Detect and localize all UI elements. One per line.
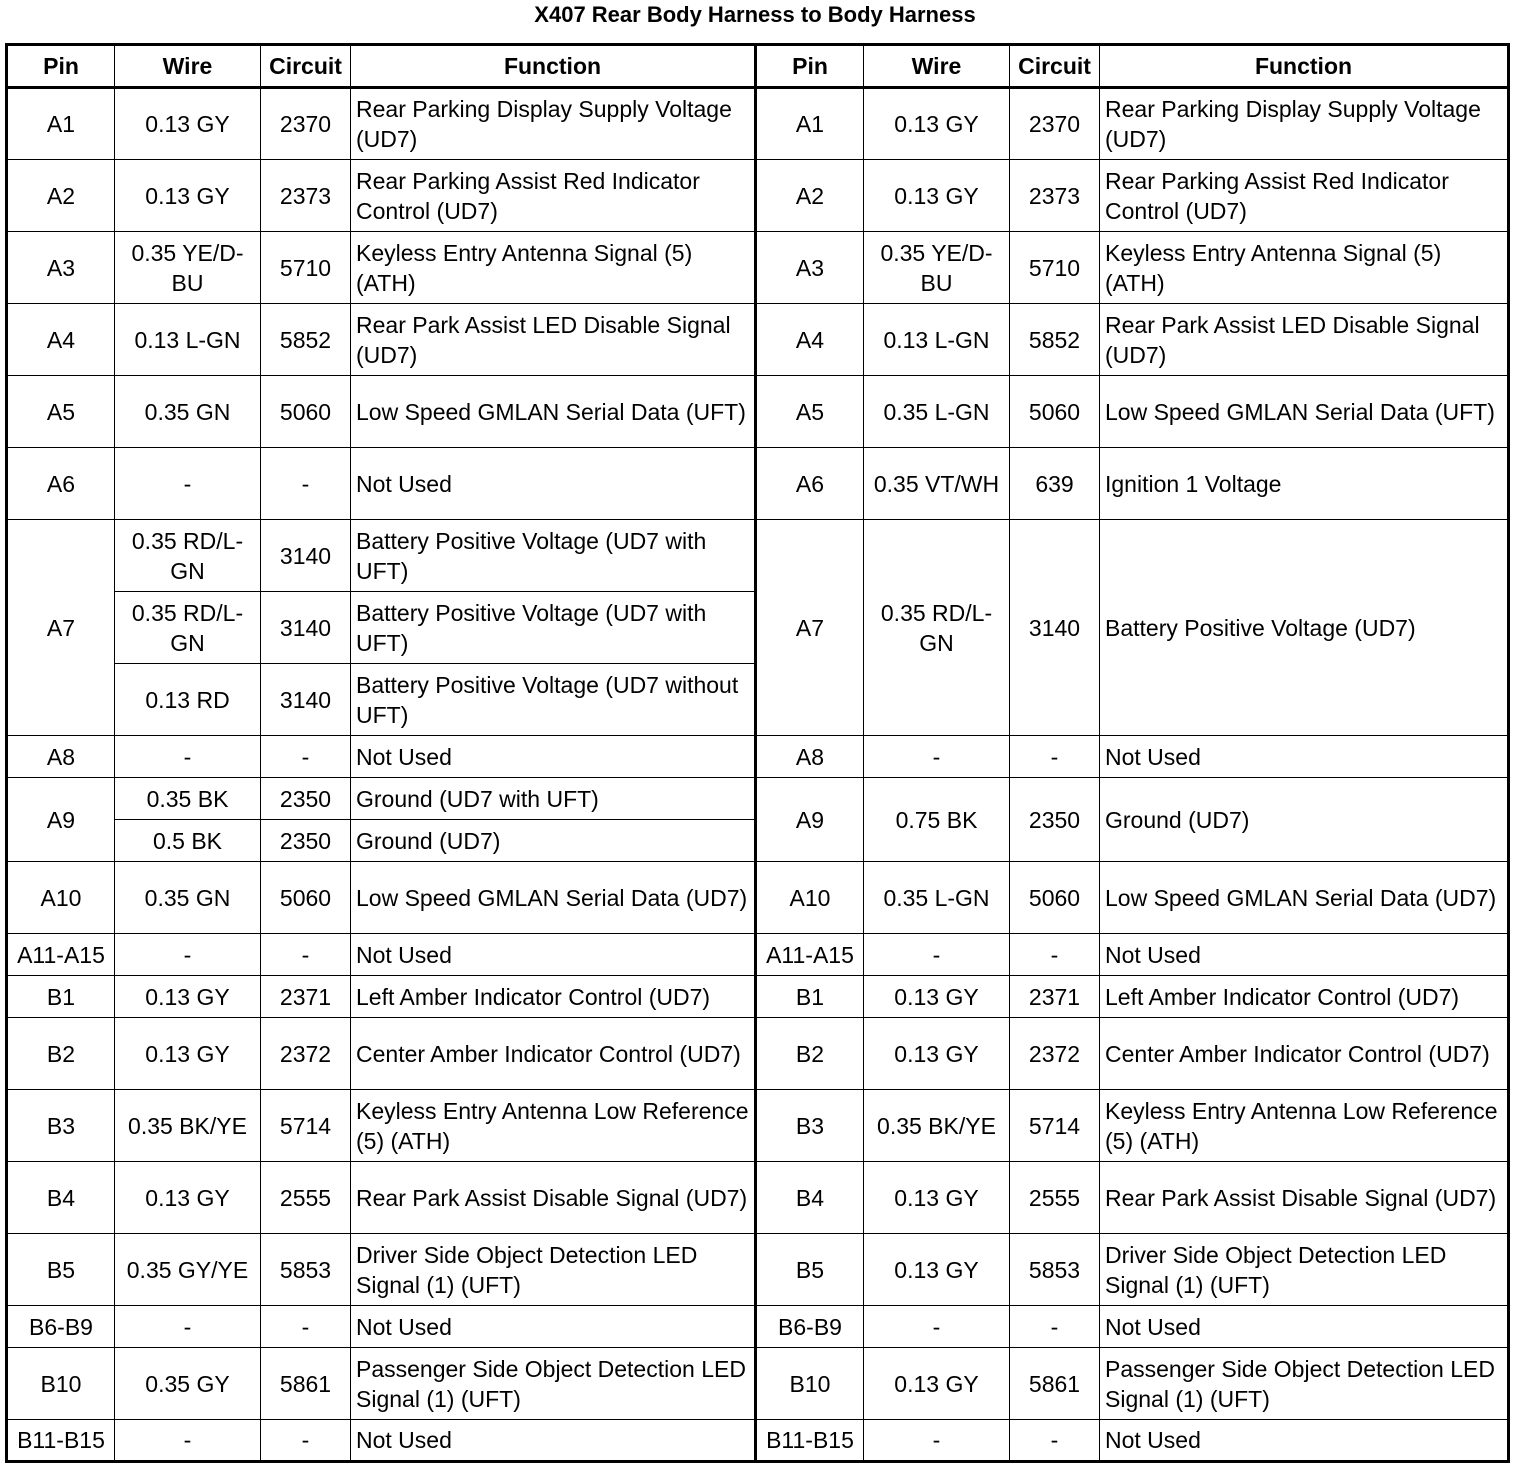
function-cell: Not Used xyxy=(351,934,756,976)
table-row xyxy=(7,232,1509,304)
circuit-cell: 2371 xyxy=(1010,976,1100,1018)
function-cell: Center Amber Indicator Control (UD7) xyxy=(1100,1018,1509,1090)
pin-cell: A4 xyxy=(756,304,864,376)
function-cell: Rear Park Assist Disable Signal (UD7) xyxy=(1100,1162,1509,1234)
table-row xyxy=(7,1420,1509,1462)
circuit-cell: 2555 xyxy=(261,1162,351,1234)
header-function-left: Function xyxy=(351,45,756,88)
circuit-cell: 2371 xyxy=(261,976,351,1018)
wire-cell: 0.35 YE/D-BU xyxy=(864,232,1010,304)
header-row xyxy=(7,45,1509,88)
wire-cell: 0.13 GY xyxy=(864,976,1010,1018)
wire-cell: - xyxy=(864,1306,1010,1348)
pin-cell: A3 xyxy=(7,232,115,304)
wire-cell: 0.35 L-GN xyxy=(864,862,1010,934)
circuit-cell: - xyxy=(261,934,351,976)
table-row xyxy=(7,1306,1509,1348)
function-cell: Keyless Entry Antenna Signal (5) (ATH) xyxy=(1100,232,1509,304)
circuit-cell: 5060 xyxy=(1010,376,1100,448)
function-cell: Rear Park Assist LED Disable Signal (UD7) xyxy=(1100,304,1509,376)
table-row xyxy=(7,160,1509,232)
circuit-cell: 2370 xyxy=(261,88,351,160)
circuit-cell: - xyxy=(1010,1420,1100,1462)
function-cell: Ground (UD7) xyxy=(1100,778,1509,862)
circuit-cell: 5853 xyxy=(261,1234,351,1306)
pin-cell: A9 xyxy=(756,778,864,862)
header-circuit-left: Circuit xyxy=(261,45,351,88)
circuit-cell: 2350 xyxy=(261,820,351,862)
pin-cell: B6-B9 xyxy=(756,1306,864,1348)
pin-cell: A2 xyxy=(7,160,115,232)
function-cell: Left Amber Indicator Control (UD7) xyxy=(1100,976,1509,1018)
wire-cell: 0.13 GY xyxy=(115,88,261,160)
circuit-cell: 639 xyxy=(1010,448,1100,520)
circuit-cell: - xyxy=(261,1306,351,1348)
pin-cell: A8 xyxy=(756,736,864,778)
function-cell: Not Used xyxy=(1100,1420,1509,1462)
wire-cell: 0.13 L-GN xyxy=(864,304,1010,376)
function-cell: Rear Parking Display Supply Voltage (UD7) xyxy=(351,88,756,160)
pin-cell: B11-B15 xyxy=(7,1420,115,1462)
function-cell: Not Used xyxy=(351,1420,756,1462)
function-cell: Not Used xyxy=(1100,1306,1509,1348)
circuit-cell: 3140 xyxy=(261,520,351,592)
pin-cell: A1 xyxy=(7,88,115,160)
wire-cell: - xyxy=(115,1420,261,1462)
pin-cell: A9 xyxy=(7,778,115,862)
table-row xyxy=(7,1348,1509,1420)
circuit-cell: 2370 xyxy=(1010,88,1100,160)
wire-cell: 0.13 RD xyxy=(115,664,261,736)
function-cell: Driver Side Object Detection LED Signal (1) (UFT) xyxy=(1100,1234,1509,1306)
circuit-cell: 5060 xyxy=(1010,862,1100,934)
circuit-cell: 5714 xyxy=(261,1090,351,1162)
circuit-cell: - xyxy=(261,448,351,520)
circuit-cell: - xyxy=(1010,934,1100,976)
pin-cell: A6 xyxy=(7,448,115,520)
function-cell: Low Speed GMLAN Serial Data (UD7) xyxy=(1100,862,1509,934)
wire-cell: 0.35 BK/YE xyxy=(864,1090,1010,1162)
pin-cell: B4 xyxy=(7,1162,115,1234)
circuit-cell: 3140 xyxy=(1010,520,1100,736)
connector-table xyxy=(5,43,1510,1463)
pin-cell: A7 xyxy=(7,520,115,736)
function-cell: Battery Positive Voltage (UD7 without UFT) xyxy=(351,664,756,736)
wire-cell: 0.13 L-GN xyxy=(115,304,261,376)
pin-cell: B2 xyxy=(756,1018,864,1090)
circuit-cell: 3140 xyxy=(261,664,351,736)
wire-cell: 0.13 GY xyxy=(864,1018,1010,1090)
pin-cell: A1 xyxy=(756,88,864,160)
table-row xyxy=(7,1090,1509,1162)
pin-cell: A3 xyxy=(756,232,864,304)
wire-cell: 0.35 BK/YE xyxy=(115,1090,261,1162)
wire-cell: - xyxy=(864,934,1010,976)
table-row xyxy=(7,976,1509,1018)
function-cell: Driver Side Object Detection LED Signal (1) (UFT) xyxy=(351,1234,756,1306)
pin-cell: B3 xyxy=(7,1090,115,1162)
circuit-cell: 2373 xyxy=(1010,160,1100,232)
function-cell: Ignition 1 Voltage xyxy=(1100,448,1509,520)
wire-cell: 0.13 GY xyxy=(864,160,1010,232)
function-cell: Keyless Entry Antenna Signal (5) (ATH) xyxy=(351,232,756,304)
wire-cell: 0.13 GY xyxy=(115,1162,261,1234)
circuit-cell: 2373 xyxy=(261,160,351,232)
pin-cell: B11-B15 xyxy=(756,1420,864,1462)
function-cell: Rear Park Assist LED Disable Signal (UD7) xyxy=(351,304,756,376)
table-row xyxy=(7,304,1509,376)
pin-cell: A11-A15 xyxy=(756,934,864,976)
pin-cell: B5 xyxy=(7,1234,115,1306)
wire-cell: 0.13 GY xyxy=(115,160,261,232)
wire-cell: 0.75 BK xyxy=(864,778,1010,862)
function-cell: Rear Park Assist Disable Signal (UD7) xyxy=(351,1162,756,1234)
wire-cell: 0.35 BK xyxy=(115,778,261,820)
table-row xyxy=(7,376,1509,448)
function-cell: Not Used xyxy=(351,1306,756,1348)
pin-cell: A10 xyxy=(7,862,115,934)
table-row xyxy=(7,736,1509,778)
wire-cell: 0.13 GY xyxy=(864,88,1010,160)
table-row xyxy=(7,1234,1509,1306)
wire-cell: 0.13 GY xyxy=(864,1162,1010,1234)
pin-cell: B4 xyxy=(756,1162,864,1234)
pin-cell: B5 xyxy=(756,1234,864,1306)
header-wire-left: Wire xyxy=(115,45,261,88)
circuit-cell: 5710 xyxy=(1010,232,1100,304)
header-circuit-right: Circuit xyxy=(1010,45,1100,88)
wire-cell: 0.35 GY xyxy=(115,1348,261,1420)
function-cell: Passenger Side Object Detection LED Signal (1) (UFT) xyxy=(1100,1348,1509,1420)
table-row xyxy=(7,934,1509,976)
function-cell: Keyless Entry Antenna Low Reference (5) (ATH) xyxy=(351,1090,756,1162)
function-cell: Battery Positive Voltage (UD7 with UFT) xyxy=(351,592,756,664)
function-cell: Not Used xyxy=(351,448,756,520)
circuit-cell: - xyxy=(1010,1306,1100,1348)
circuit-cell: 5060 xyxy=(261,862,351,934)
wire-cell: 0.35 RD/L-GN xyxy=(864,520,1010,736)
circuit-cell: 5853 xyxy=(1010,1234,1100,1306)
circuit-cell: 5852 xyxy=(1010,304,1100,376)
pin-cell: A8 xyxy=(7,736,115,778)
wire-cell: 0.13 GY xyxy=(115,976,261,1018)
wire-cell: - xyxy=(115,736,261,778)
table-row xyxy=(7,88,1509,160)
circuit-cell: 5861 xyxy=(261,1348,351,1420)
wire-cell: 0.35 GY/YE xyxy=(115,1234,261,1306)
function-cell: Rear Parking Assist Red Indicator Control (UD7) xyxy=(351,160,756,232)
function-cell: Not Used xyxy=(1100,934,1509,976)
function-cell: Ground (UD7 with UFT) xyxy=(351,778,756,820)
function-cell: Low Speed GMLAN Serial Data (UD7) xyxy=(351,862,756,934)
circuit-cell: 2350 xyxy=(261,778,351,820)
circuit-cell: 5714 xyxy=(1010,1090,1100,1162)
pin-cell: A5 xyxy=(756,376,864,448)
wire-cell: 0.5 BK xyxy=(115,820,261,862)
function-cell: Keyless Entry Antenna Low Reference (5) (ATH) xyxy=(1100,1090,1509,1162)
circuit-cell: 2350 xyxy=(1010,778,1100,862)
circuit-cell: 2372 xyxy=(261,1018,351,1090)
wire-cell: - xyxy=(864,1420,1010,1462)
pin-cell: A7 xyxy=(756,520,864,736)
function-cell: Left Amber Indicator Control (UD7) xyxy=(351,976,756,1018)
circuit-cell: 3140 xyxy=(261,592,351,664)
wire-cell: 0.35 VT/WH xyxy=(864,448,1010,520)
wire-cell: 0.35 L-GN xyxy=(864,376,1010,448)
circuit-cell: 5060 xyxy=(261,376,351,448)
page-title: X407 Rear Body Harness to Body Harness xyxy=(534,2,976,27)
wire-cell: 0.35 GN xyxy=(115,862,261,934)
wire-cell: - xyxy=(864,736,1010,778)
pin-cell: A2 xyxy=(756,160,864,232)
pin-cell: A11-A15 xyxy=(7,934,115,976)
function-cell: Passenger Side Object Detection LED Signal (1) (UFT) xyxy=(351,1348,756,1420)
pin-cell: B10 xyxy=(756,1348,864,1420)
function-cell: Low Speed GMLAN Serial Data (UFT) xyxy=(351,376,756,448)
pin-cell: B2 xyxy=(7,1018,115,1090)
circuit-cell: 2372 xyxy=(1010,1018,1100,1090)
circuit-cell: 5861 xyxy=(1010,1348,1100,1420)
function-cell: Rear Parking Assist Red Indicator Control (UD7) xyxy=(1100,160,1509,232)
circuit-cell: - xyxy=(261,736,351,778)
wire-cell: 0.35 RD/L-GN xyxy=(115,592,261,664)
table-row xyxy=(7,778,1509,820)
pin-cell: B1 xyxy=(7,976,115,1018)
wire-cell: - xyxy=(115,448,261,520)
function-cell: Not Used xyxy=(351,736,756,778)
wire-cell: 0.35 RD/L-GN xyxy=(115,520,261,592)
function-cell: Center Amber Indicator Control (UD7) xyxy=(351,1018,756,1090)
circuit-cell: 2555 xyxy=(1010,1162,1100,1234)
wire-cell: 0.35 GN xyxy=(115,376,261,448)
function-cell: Battery Positive Voltage (UD7) xyxy=(1100,520,1509,736)
table-row xyxy=(7,448,1509,520)
circuit-cell: - xyxy=(261,1420,351,1462)
function-cell: Ground (UD7) xyxy=(351,820,756,862)
pin-cell: A6 xyxy=(756,448,864,520)
table-row xyxy=(7,520,1509,592)
pin-cell: B3 xyxy=(756,1090,864,1162)
table-row xyxy=(7,1018,1509,1090)
wire-cell: - xyxy=(115,934,261,976)
pin-cell: A5 xyxy=(7,376,115,448)
circuit-cell: 5710 xyxy=(261,232,351,304)
circuit-cell: 5852 xyxy=(261,304,351,376)
table-row xyxy=(7,1162,1509,1234)
function-cell: Rear Parking Display Supply Voltage (UD7) xyxy=(1100,88,1509,160)
header-wire-right: Wire xyxy=(864,45,1010,88)
wire-cell: - xyxy=(115,1306,261,1348)
wire-cell: 0.13 GY xyxy=(864,1348,1010,1420)
header-function-right: Function xyxy=(1100,45,1509,88)
pin-cell: A10 xyxy=(756,862,864,934)
pin-cell: A4 xyxy=(7,304,115,376)
pin-cell: B1 xyxy=(756,976,864,1018)
header-pin-left: Pin xyxy=(7,45,115,88)
wire-cell: 0.35 YE/D-BU xyxy=(115,232,261,304)
table-body xyxy=(7,88,1509,1462)
pin-cell: B10 xyxy=(7,1348,115,1420)
wire-cell: 0.13 GY xyxy=(115,1018,261,1090)
circuit-cell: - xyxy=(1010,736,1100,778)
function-cell: Low Speed GMLAN Serial Data (UFT) xyxy=(1100,376,1509,448)
function-cell: Battery Positive Voltage (UD7 with UFT) xyxy=(351,520,756,592)
function-cell: Not Used xyxy=(1100,736,1509,778)
table-row xyxy=(7,862,1509,934)
header-pin-right: Pin xyxy=(756,45,864,88)
wire-cell: 0.13 GY xyxy=(864,1234,1010,1306)
pin-cell: B6-B9 xyxy=(7,1306,115,1348)
